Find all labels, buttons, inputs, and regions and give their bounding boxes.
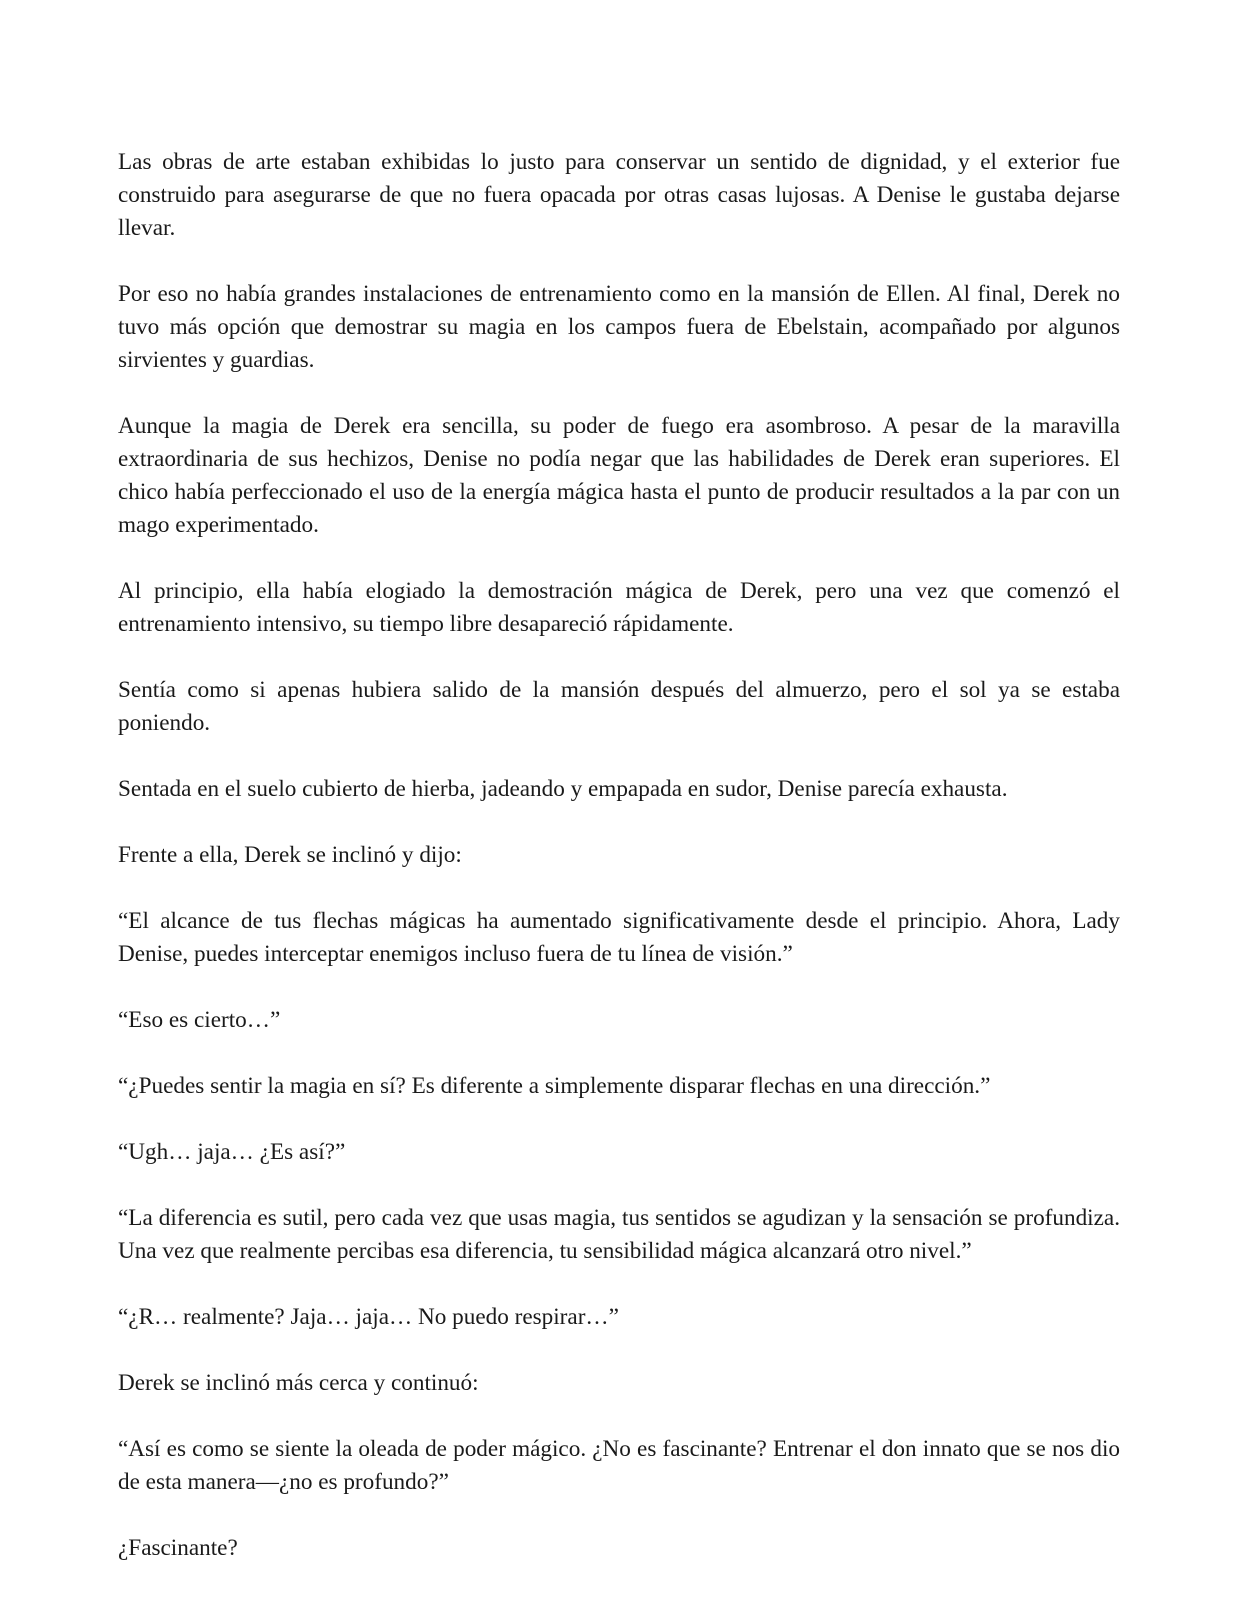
paragraph: “La diferencia es sutil, pero cada vez que usas magia, tus sentidos se agudizan y la sensación se profundiza. Una vez que realmente percibas esa diferencia, tu sensibilidad mágica alcanzará otro nivel.” <box>118 1205 1120 1264</box>
paragraph: Sentada en el suelo cubierto de hierba, jadeando y empapada en sudor, Denise parecía exhausta. <box>118 776 1008 802</box>
paragraph: Derek se inclinó más cerca y continuó: <box>118 1370 479 1396</box>
paragraph: Aunque la magia de Derek era sencilla, su poder de fuego era asombroso. A pesar de la maravilla extraordinaria de sus hechizos, Denise no podía negar que las habilidades de Derek eran superiores. El chico había perfeccionado el uso de la energía mágica hasta el punto de producir resultados a la par con un mago experimentado. <box>118 413 1120 538</box>
paragraph: Las obras de arte estaban exhibidas lo justo para conservar un sentido de dignidad, y el exterior fue construido para asegurarse de que no fuera opacada por otras casas lujosas. A Denise le gustaba dejarse llevar. <box>118 149 1120 241</box>
paragraph: “El alcance de tus flechas mágicas ha aumentado significativamente desde el principio. Ahora, Lady Denise, puedes interceptar enemigos incluso fuera de tu línea de visión.” <box>118 908 1120 967</box>
paragraph: “Ugh… jaja… ¿Es así?” <box>118 1139 346 1165</box>
paragraph: Frente a ella, Derek se inclinó y dijo: <box>118 842 462 868</box>
paragraph: “¿R… realmente? Jaja… jaja… No puedo respirar…” <box>118 1304 619 1330</box>
paragraph: Por eso no había grandes instalaciones de entrenamiento como en la mansión de Ellen. Al final, Derek no tuvo más opción que demostrar su magia en los campos fuera de Ebelstain, acompañado por algunos sirvientes y guardias. <box>118 281 1120 373</box>
document-page <box>118 146 1120 1565</box>
paragraph: “Así es como se siente la oleada de poder mágico. ¿No es fascinante? Entrenar el don innato que se nos dio de esta manera—¿no es profundo?” <box>118 1436 1120 1495</box>
paragraph: Al principio, ella había elogiado la demostración mágica de Derek, pero una vez que comenzó el entrenamiento intensivo, su tiempo libre desapareció rápidamente. <box>118 578 1120 637</box>
paragraph: “Eso es cierto…” <box>118 1007 281 1033</box>
paragraph: Sentía como si apenas hubiera salido de la mansión después del almuerzo, pero el sol ya se estaba poniendo. <box>118 677 1120 736</box>
paragraph: ¿Fascinante? <box>118 1535 238 1561</box>
paragraph: “¿Puedes sentir la magia en sí? Es diferente a simplemente disparar flechas en una dirección.” <box>118 1073 991 1099</box>
